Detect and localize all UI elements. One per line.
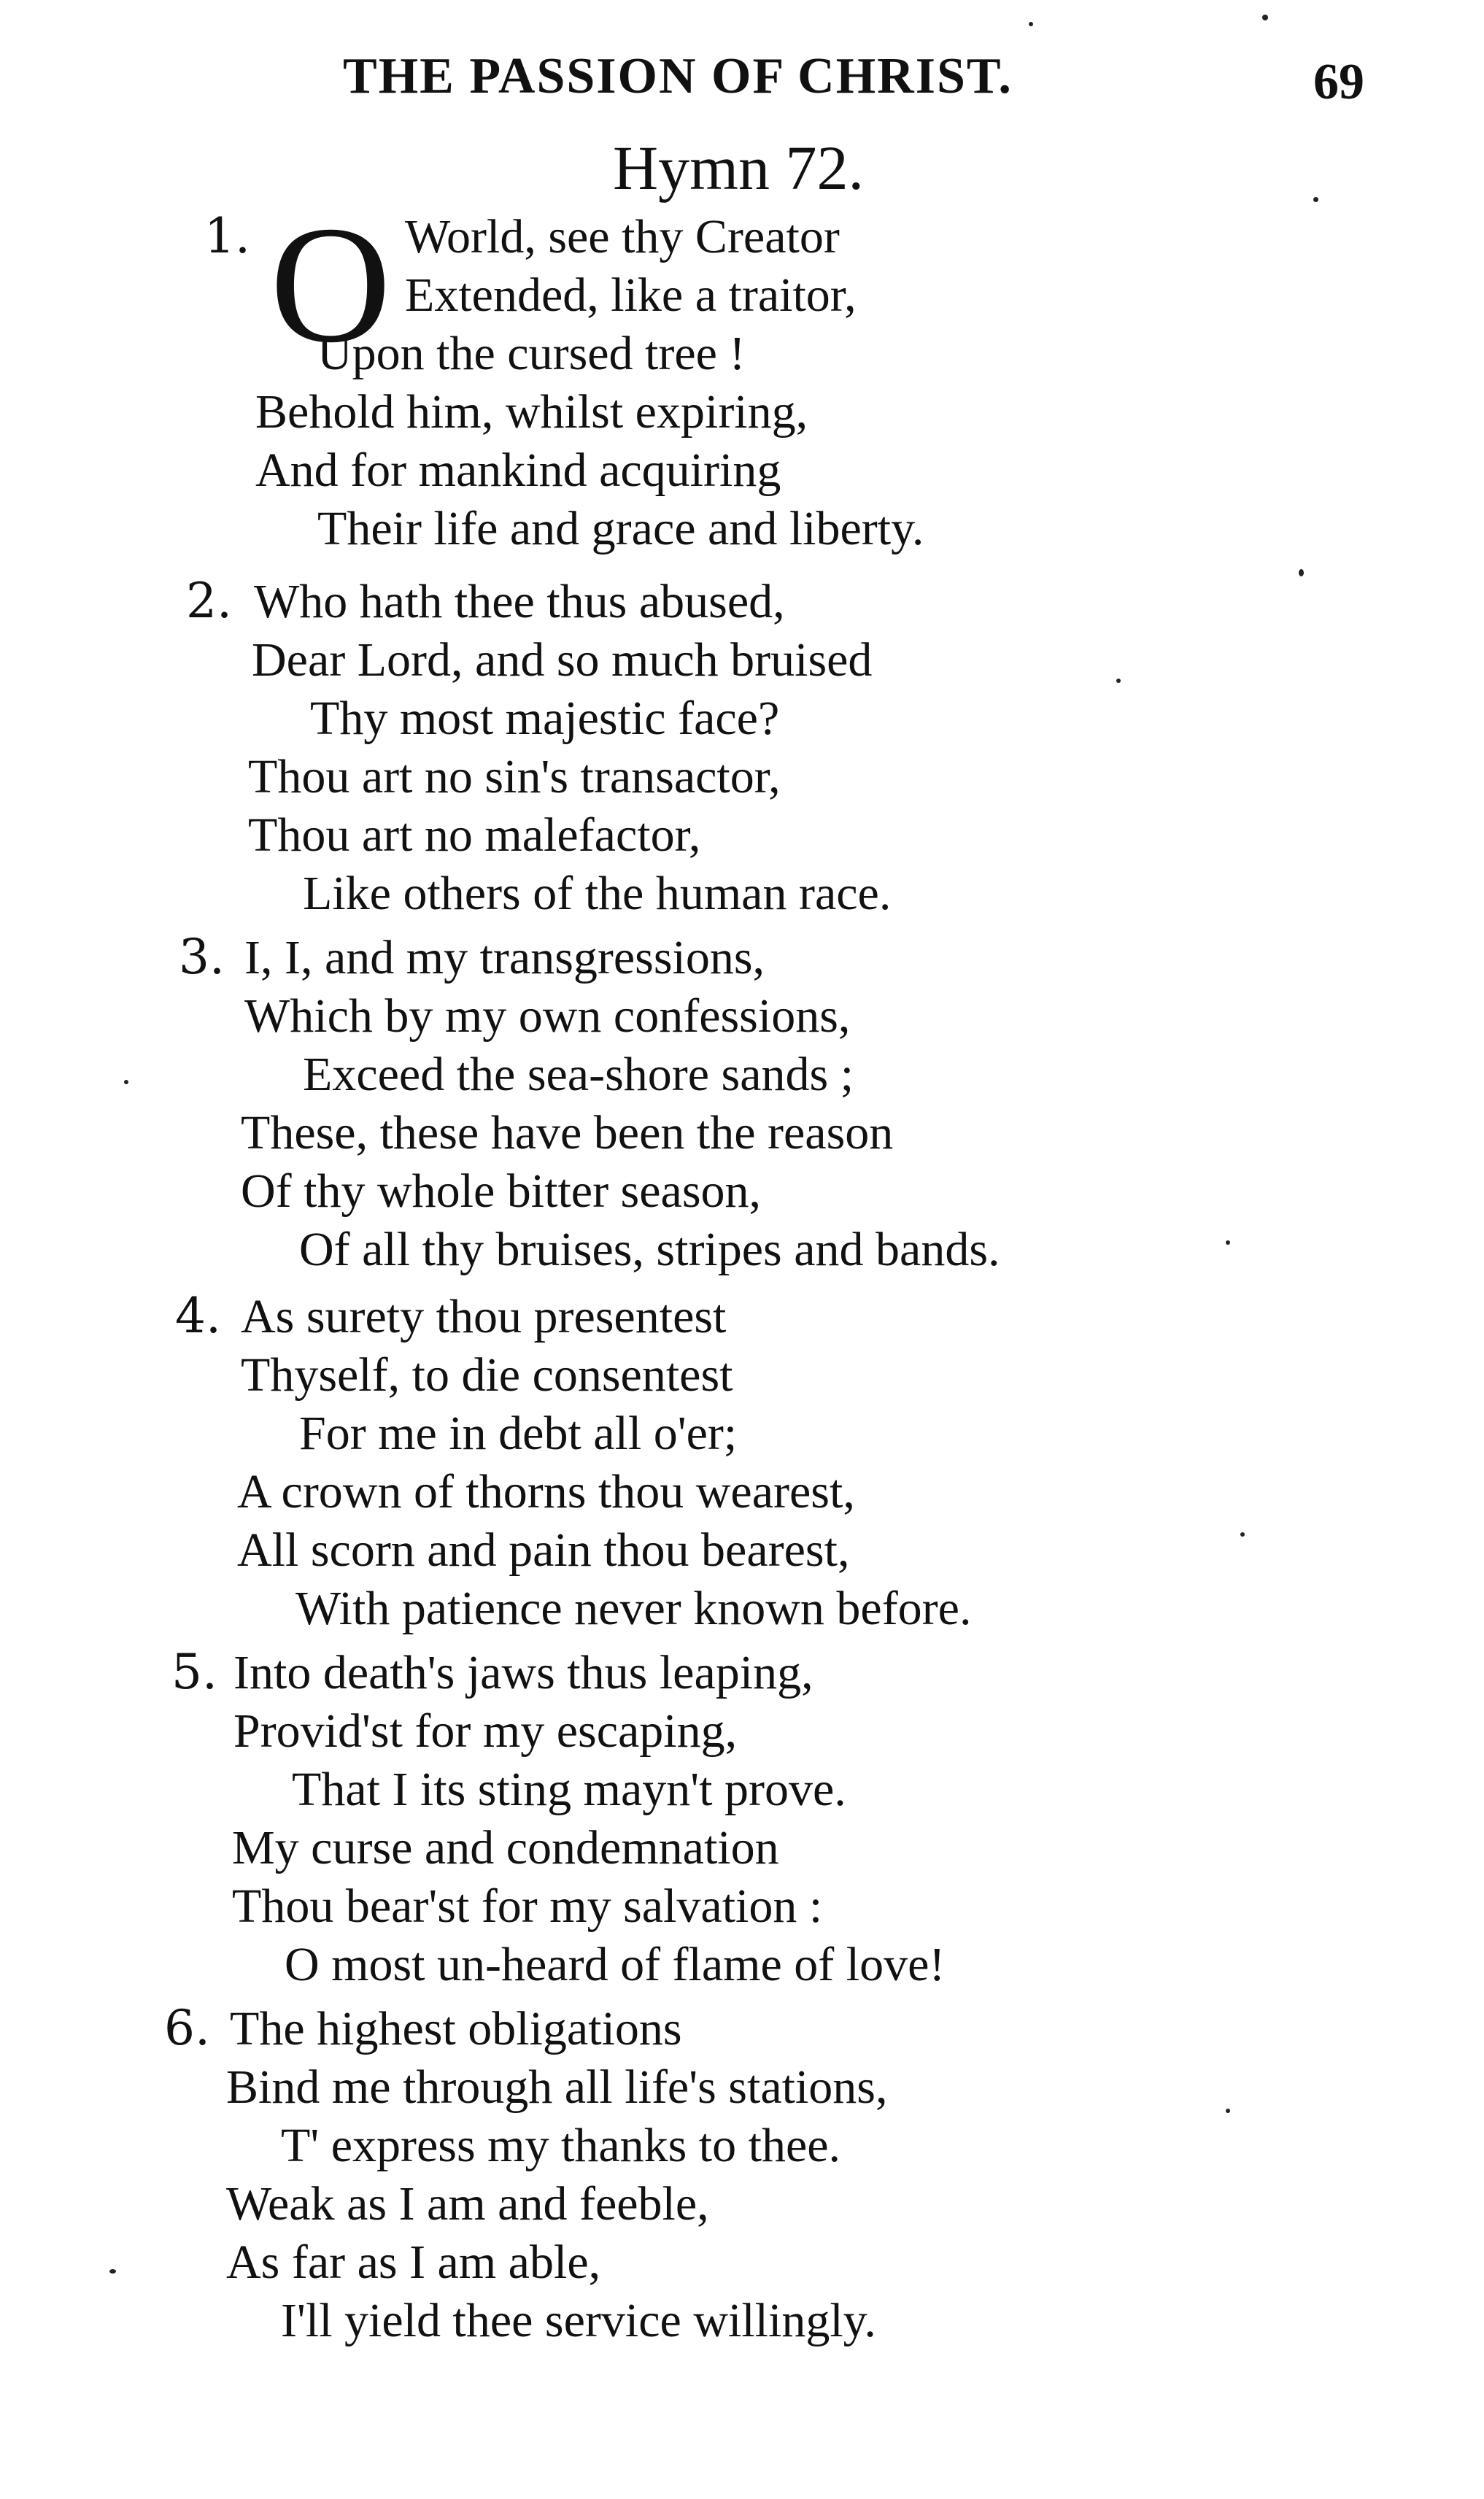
verse-line: Behold him, whilst expiring, xyxy=(255,385,808,439)
verse-line: O most un-heard of flame of love! xyxy=(285,1938,946,1991)
print-speck xyxy=(109,2269,116,2274)
stanza-3 xyxy=(0,929,1484,1279)
verse-line: These, these have been the reason xyxy=(241,1106,894,1159)
stanza-number: 2. xyxy=(186,573,232,629)
stanza-4 xyxy=(0,1288,1484,1638)
print-speck xyxy=(1116,679,1121,683)
print-speck xyxy=(1226,1240,1230,1245)
verse-line: Of all thy bruises, stripes and bands. xyxy=(299,1223,1000,1276)
print-speck xyxy=(1029,22,1033,26)
verse-line: World, see thy Creator xyxy=(405,210,840,263)
stanza-number: 6. xyxy=(164,2000,210,2056)
verse-line: Bind me through all life's stations, xyxy=(226,2060,888,2114)
verse-line: That I its sting mayn't prove. xyxy=(292,1763,846,1816)
verse-line: All scorn and pain thou bearest, xyxy=(237,1523,850,1577)
verse-line: The highest obligations xyxy=(230,2002,682,2055)
verse-line: My curse and condemnation xyxy=(232,1821,779,1874)
verse-line: Which by my own confessions, xyxy=(244,989,851,1043)
verse-line: Provid'st for my escaping, xyxy=(233,1704,738,1758)
stanza-number: 3. xyxy=(179,929,225,985)
print-speck xyxy=(1262,15,1268,20)
verse-line: Weak as I am and feeble, xyxy=(226,2177,709,2230)
stanza-6 xyxy=(0,2000,1484,2350)
verse-line: As surety thou presentest xyxy=(241,1290,727,1343)
stanza-1 xyxy=(0,191,1484,558)
verse-line: I, I, and my transgressions, xyxy=(244,931,765,984)
stanza-number: 4. xyxy=(175,1288,221,1344)
drop-cap: O xyxy=(270,191,392,377)
verse-line: Thyself, to die consentest xyxy=(241,1348,733,1402)
stanza-5 xyxy=(0,1644,1484,1994)
verse-line: Dear Lord, and so much bruised xyxy=(252,633,873,687)
print-speck xyxy=(1226,2109,1230,2113)
hymn-body xyxy=(0,191,1484,2350)
print-speck xyxy=(1240,1532,1245,1537)
print-speck xyxy=(124,1080,128,1084)
verse-line: Of thy whole bitter season, xyxy=(241,1164,762,1218)
verse-line: Exceed the sea-shore sands ; xyxy=(303,1048,854,1101)
stanza-2 xyxy=(0,573,1484,923)
verse-line: Who hath thee thus abused, xyxy=(254,575,785,628)
page-header xyxy=(0,40,1484,120)
verse-line: I'll yield thee service willingly. xyxy=(281,2294,876,2347)
verse-line: Upon the cursed tree ! xyxy=(317,327,746,380)
running-title: THE PASSION OF CHRIST. xyxy=(343,48,1013,104)
verse-line: Like others of the human race. xyxy=(303,867,892,920)
page-number: 69 xyxy=(1313,54,1364,110)
verse-line: And for mankind acquiring xyxy=(255,444,781,497)
verse-line: A crown of thorns thou wearest, xyxy=(237,1465,855,1518)
verse-line: Extended, like a traitor, xyxy=(405,269,857,322)
verse-line: As far as I am able, xyxy=(226,2236,601,2289)
verse-line: For me in debt all o'er; xyxy=(299,1407,738,1460)
verse-line: Thou art no malefactor, xyxy=(248,808,701,862)
verse-line: With patience never known before. xyxy=(295,1582,972,1635)
verse-line: Thy most majestic face? xyxy=(310,692,780,745)
verse-line: Into death's jaws thus leaping, xyxy=(233,1646,814,1699)
verse-line: Thou bear'st for my salvation : xyxy=(232,1880,823,1933)
verse-line: T' express my thanks to thee. xyxy=(281,2119,841,2172)
verse-line: Thou art no sin's transactor, xyxy=(248,750,781,803)
verse-line: Their life and grace and liberty. xyxy=(317,502,924,555)
stanza-number: 5. xyxy=(171,1644,217,1700)
hymn-title: Hymn 72. xyxy=(613,133,864,203)
stanza-number: 1. xyxy=(204,208,250,264)
print-speck xyxy=(1299,569,1304,576)
print-speck xyxy=(1313,197,1318,202)
